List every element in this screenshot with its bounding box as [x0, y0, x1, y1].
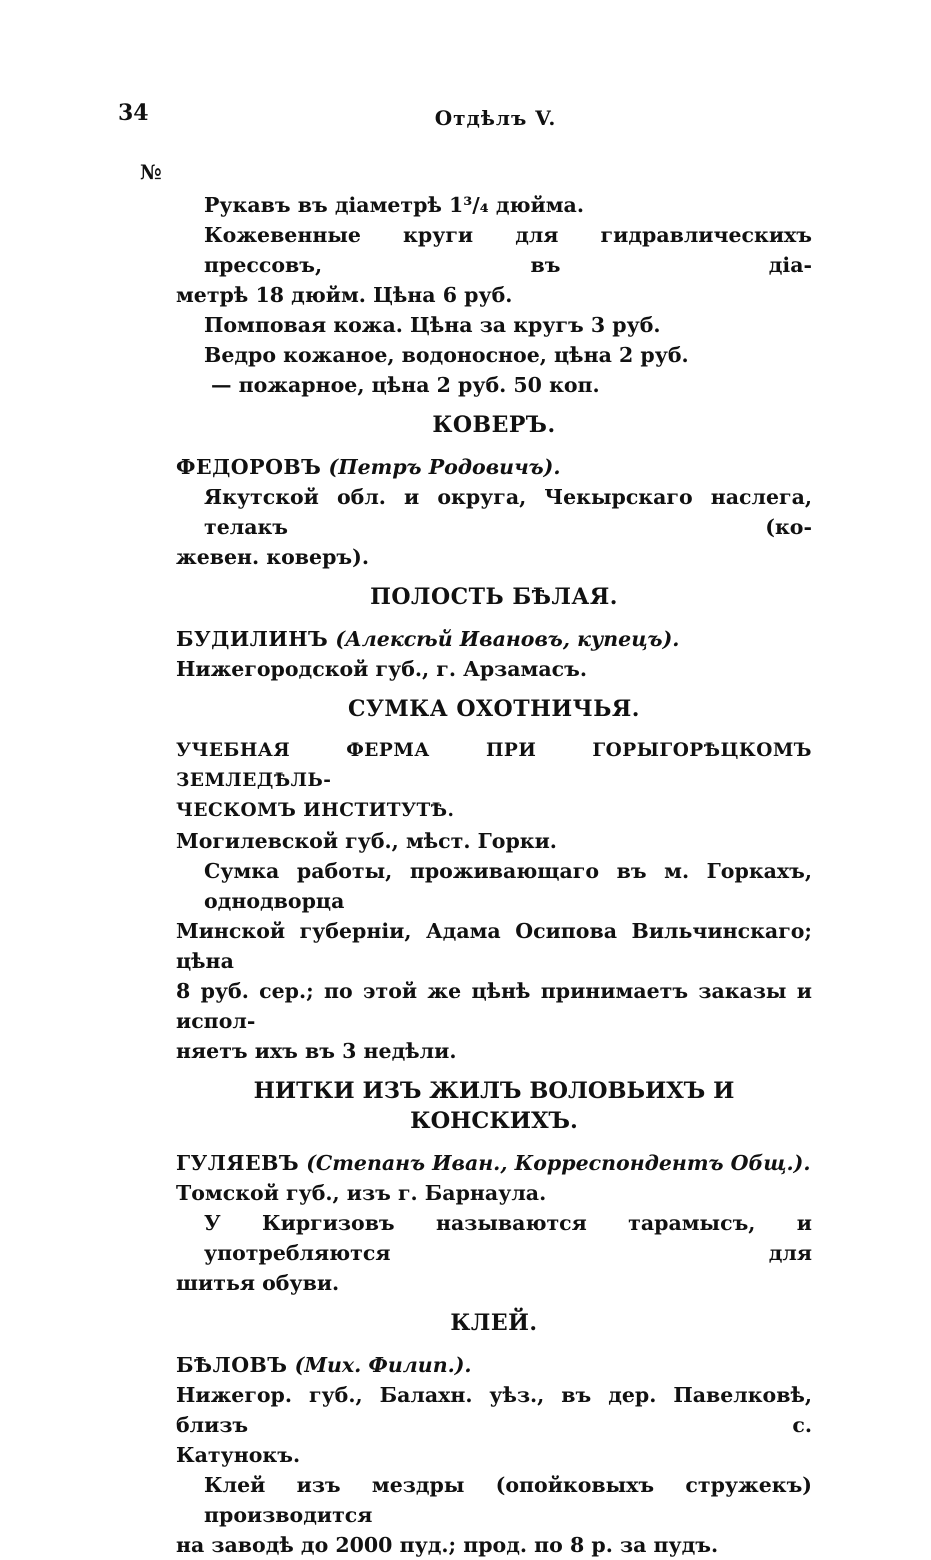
entry-line: — пожарное, цѣна 2 руб. 50 коп. [211, 373, 600, 397]
section-heading-sumka: СУМКА ОХОТНИЧЬЯ. [348, 696, 640, 722]
location-line: Нижегородской губ., г. Арзамасъ. [176, 657, 587, 681]
exhibitor-name: УЧЕБНАЯ ФЕРМА ПРИ ГОРЫГОРѢЦКОМЪ ЗЕМЛЕДѢЛЬ- [176, 740, 812, 791]
section-heading-nitki: НИТКИ ИЗЪ ЖИЛЪ ВОЛОВЬИХЪ И КОНСКИХЪ. [253, 1078, 735, 1134]
exhibitor-name: ГУЛЯЕВЪ [176, 1151, 300, 1175]
entry-line: на заводѣ до 2000 пуд.; прод. по 8 р. за пудъ. [176, 1533, 719, 1557]
location-line: Катунокъ. [176, 1443, 301, 1467]
exhibitor-name: ЧЕСКОМЪ ИНСТИТУТѢ. [176, 800, 455, 821]
section-heading-klei: КЛЕЙ. [450, 1310, 538, 1336]
entry-line: У Киргизовъ называются тарамысъ, и употребляются для [204, 1211, 812, 1265]
exhibitor-detail: (Мих. Филип.). [294, 1353, 472, 1377]
entry-line: Рукавъ въ діаметрѣ 1³/₄ дюйма. [204, 193, 584, 217]
location-line: Нижегор. губ., Балахн. уѣз., въ дер. Павелковѣ, близъ с. [176, 1383, 812, 1437]
exhibitor-name: ФЕДОРОВЪ [176, 455, 322, 479]
entry-line: Ведро кожаное, водоносное, цѣна 2 руб. [204, 343, 689, 367]
page-body [176, 190, 812, 1560]
exhibitor-line [176, 1350, 812, 1380]
exhibitor-name: БѢЛОВЪ [176, 1353, 288, 1377]
entry-line: Клей изъ мездры (опойковыхъ стружекъ) производится [204, 1473, 812, 1527]
exhibitor-detail: (Петръ Родовичъ). [328, 455, 561, 479]
exhibitor-line [176, 1148, 812, 1178]
entry-line: Минской губерніи, Адама Осипова Вильчинскаго; цѣна [176, 919, 812, 973]
location-line: Могилевской губ., мѣст. Горки. [176, 829, 557, 853]
running-head: Отдѣлъ V. [434, 106, 557, 130]
exhibitor-detail: (Алексѣй Ивановъ, купецъ). [335, 627, 680, 651]
section-heading-polost: ПОЛОСТЬ БѢЛАЯ. [370, 584, 618, 610]
entry-line: жевен. коверъ). [176, 545, 369, 569]
exhibitor-line [176, 624, 812, 654]
exhibitor-name: БУДИЛИНЪ [176, 627, 329, 651]
exhibitor-detail: (Степанъ Иван., Корреспондентъ Общ.). [306, 1151, 811, 1175]
entry-line: шитья обуви. [176, 1271, 340, 1295]
page-number: 34 [118, 100, 149, 126]
entry-line: Якутской обл. и округа, Чекырскаго наслега, телакъ (ко- [204, 485, 812, 539]
section-heading-kover: КОВЕРЪ. [432, 412, 556, 438]
entry-line: Сумка работы, проживающаго въ м. Горкахъ, однодворца [204, 859, 812, 913]
number-column-sign: № [140, 160, 162, 184]
location-line: Томской губ., изъ г. Барнаула. [176, 1181, 547, 1205]
entry-line: Помповая кожа. Цѣна за кругъ 3 руб. [204, 313, 661, 337]
entry-line: метрѣ 18 дюйм. Цѣна 6 руб. [176, 283, 513, 307]
entry-line: Кожевенные круги для гидравлическихъ прессовъ, въ діа- [204, 223, 812, 277]
exhibitor-line [176, 452, 812, 482]
entry-line: няетъ ихъ въ 3 недѣли. [176, 1039, 457, 1063]
entry-line: 8 руб. сер.; по этой же цѣнѣ принимаетъ заказы и испол- [176, 979, 812, 1033]
